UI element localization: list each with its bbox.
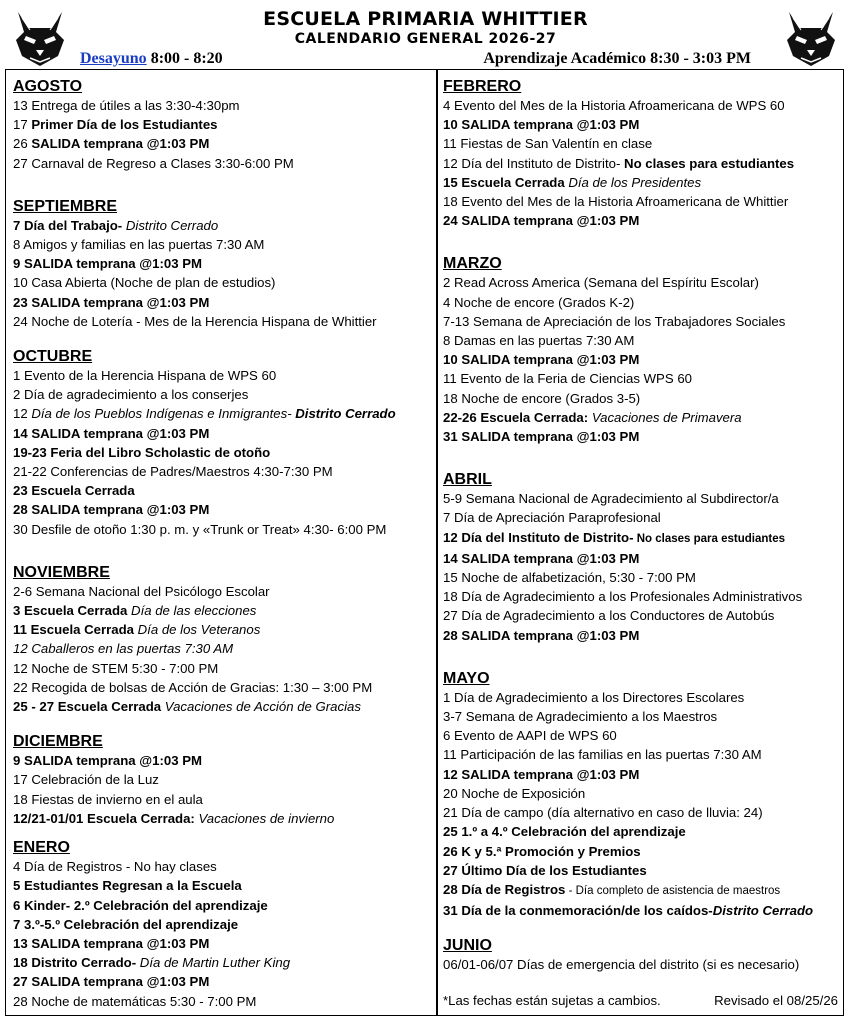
entry-bold-text: 27 Último Día de los Estudiantes [443,862,647,878]
entry-pre-text: 18 Noche de encore (Grados 3-5) [443,390,641,406]
calendar-entry [13,678,433,697]
page-header [0,0,851,70]
calendar-entry [443,822,843,841]
calendar-entry [13,992,433,1011]
entry-bold-text: 11 Escuela Cerrada [13,622,134,638]
calendar-entry [443,427,843,446]
breakfast-time: 8:00 - 8:20 [146,50,223,67]
calendar-entry [13,582,433,601]
entry-pre-text: 06/01-06/07 Días de emergencia del distrito (si es necesario) [443,957,800,973]
calendar-entry [443,134,843,153]
calendar-entry [13,96,433,115]
calendar-entry [443,606,843,625]
calendar-entry [443,96,843,115]
entry-bold-text: 24 SALIDA temprana @1:03 PM [443,213,640,229]
calendar-entry [443,508,843,527]
entry-italic-text: Vacaciones de Acción de Gracias [161,699,361,715]
calendar-entry [13,934,433,953]
calendar-entry [443,861,843,880]
calendar-entry [443,312,843,331]
entry-pre-text: 17 [13,117,32,133]
entry-bold-text: 31 SALIDA temprana @1:03 PM [443,429,640,445]
entry-bold-text: 13 SALIDA temprana @1:03 PM [13,935,210,951]
entry-bold-text: No clases para estudiantes [620,155,795,171]
entry-bold-text: 23 Escuela Cerrada [13,483,135,499]
month-list-octubre [13,366,433,539]
entry-bold-text: 22-26 Escuela Cerrada: [443,409,589,425]
calendar-entry [443,154,843,173]
entry-bold-text: 27 SALIDA temprana @1:03 PM [13,974,210,990]
entry-pre-text: 7 Día de Apreciación Paraprofesional [443,510,661,526]
calendar-entry [13,235,433,254]
entry-bold-text: 19-23 Feria del Libro Scholastic de otoño [13,444,271,460]
calendar-entry [443,726,843,745]
calendar-entry [443,901,843,920]
month-list-septiembre [13,216,433,331]
calendar-entry [13,216,433,235]
month-title-junio: JUNIO [443,937,492,955]
entry-pre-text: 4 Evento del Mes de la Historia Afroamericana de WPS 60 [443,98,785,113]
calendar-entry [13,462,433,481]
calendar-entry [13,659,433,678]
calendar-entry [13,254,433,273]
entry-bolditalic-text: Distrito Cerrado [712,903,814,919]
entry-pre-text: 15 Noche de alfabetización, 5:30 - 7:00 PM [443,570,696,586]
calendar-entry [443,688,843,707]
month-list-febrero [443,96,843,230]
calendar-entry [443,803,843,822]
calendar-entry [13,790,433,809]
calendar-entry [443,331,843,350]
calendar-entry [443,173,843,192]
entry-pre-text: 5-9 Semana Nacional de Agradecimiento al Subdirector/a [443,491,779,507]
entry-pre-text: 3-7 Semana de Agradecimiento a los Maestros [443,709,718,725]
calendar-entry [13,896,433,915]
academic-hours: Aprendizaje Académico 8:30 - 3:03 PM [483,50,751,67]
calendar-entry [13,115,433,134]
calendar-entry [443,273,843,292]
calendar-entry [13,312,433,331]
entry-pre-text: 20 Noche de Exposición [443,785,586,801]
calendar-entry [13,601,433,620]
entry-pre-text: 8 Amigos y familias en las puertas 7:30 AM [13,237,265,253]
entry-bold-text: 25 - 27 Escuela Cerrada [13,699,162,715]
entry-bold-text: 28 SALIDA temprana @1:03 PM [443,627,640,643]
entry-pre-text: 6 Evento de AAPI de WPS 60 [443,728,617,744]
month-title-mayo: MAYO [443,669,490,687]
entry-pre-text: 4 Noche de encore (Grados K-2) [443,294,635,310]
entry-bold-text: 12 Día del Instituto de Distrito- [443,529,634,545]
entry-bold-text: 31 Día de la conmemoración/de los caídos- [443,903,713,919]
entry-italic-text: Distrito Cerrado [122,217,219,233]
entry-bold-text: 9 SALIDA temprana @1:03 PM [13,256,202,272]
calendar-entry [443,115,843,134]
entry-bold-text: 15 Escuela Cerrada [443,174,565,190]
entry-pre-text: 21 Día de campo (día alternativo en caso de lluvia: 24) [443,805,763,821]
entry-pre-text: 22 Recogida de bolsas de Acción de Gracias: 1:30 – 3:00 PM [13,679,373,695]
calendar-entry [13,134,433,153]
entry-pre-text: 12 Día del Instituto de Distrito- [443,155,621,171]
entry-bold-text: 28 Día de Registros [443,881,566,897]
entry-pre-text: 4 Día de Registros - No hay clases [13,859,217,875]
calendar-entry [443,626,843,645]
calendar-entry [13,953,433,972]
entry-pre-text: 18 Evento del Mes de la Historia Afroamericana de Whittier [443,194,789,210]
entry-bold-text: 12/21-01/01 Escuela Cerrada: [13,810,195,826]
entry-pre-text: 27 Día de Agradecimiento a los Conductores de Autobús [443,608,775,624]
calendar-entry [13,385,433,404]
wolf-logo-icon [783,10,839,68]
entry-bold-text: 7 Día del Trabajo- [13,217,123,233]
calendar-entry [13,154,433,173]
entry-pre-text: 2 Read Across America (Semana del Espíritu Escolar) [443,275,759,291]
calendar-entry [443,192,843,211]
calendar-entry [13,876,433,895]
calendar-entry [13,273,433,292]
entry-pre-text: 2-6 Semana Nacional del Psicólogo Escolar [13,583,270,599]
calendar-entry [13,366,433,385]
entry-italic-text: 12 Caballeros en las puertas 7:30 AM [13,641,234,657]
calendar-entry [443,489,843,508]
entry-pre-text: 17 Celebración de la Luz [13,772,159,788]
month-title-noviembre: NOVIEMBRE [13,563,110,581]
entry-pre-text: 11 Fiestas de San Valentín en clase [443,136,653,152]
calendar-entry [443,880,843,901]
entry-bold-text: 3 Escuela Cerrada [13,603,128,619]
disclaimer-text: *Las fechas están sujetas a cambios. [443,992,661,1008]
entry-italic-text: Día de los Presidentes [564,174,702,190]
entry-bold-text: 23 SALIDA temprana @1:03 PM [13,294,210,310]
month-title-octubre: OCTUBRE [13,348,93,366]
entry-bold-text: 10 SALIDA temprana @1:03 PM [443,117,640,133]
calendar-entry [13,500,433,519]
entry-bold-text: Primer Día de los Estudiantes [31,117,218,133]
calendar-entry [13,915,433,934]
calendar-entry [13,404,433,423]
school-name: ESCUELA PRIMARIA WHITTIER [263,8,588,30]
column-divider [436,69,438,1016]
entry-bold-text: 5 Estudiantes Regresan a la Escuela [13,878,242,894]
calendar-entry [443,568,843,587]
calendar-entry [443,549,843,568]
entry-pre-text: 12 [13,406,32,422]
calendar-entry [443,707,843,726]
entry-bold-text: 7 3.º-5.º Celebración del aprendizaje [13,916,239,932]
calendar-entry [443,842,843,861]
entry-pre-text: 10 Casa Abierta (Noche de plan de estudios) [13,275,276,291]
entry-bold-text: 25 1.º a 4.º Celebración del aprendizaje [443,824,686,840]
month-list-abril [443,489,843,645]
calendar-entry [13,620,433,639]
entry-italic-text: Día de los Veteranos [133,622,261,638]
entry-pre-text: 13 Entrega de útiles a las 3:30-4:30pm [13,98,240,113]
month-title-diciembre: DICIEMBRE [13,733,103,751]
month-title-abril: ABRIL [443,471,492,489]
entry-pre-text: 11 Participación de las familias en las puertas 7:30 AM [443,747,762,763]
calendar-entry [13,520,433,539]
calendar-entry [13,770,433,789]
entry-italic-text: Día de las elecciones [127,603,257,619]
entry-bold-text: 18 Distrito Cerrado- [13,955,137,971]
entry-bold-text: 9 SALIDA temprana @1:03 PM [13,753,202,769]
calendar-entry [13,751,433,770]
calendar-entry [443,587,843,606]
entry-pre-text: 11 Evento de la Feria de Ciencias WPS 60 [443,371,692,387]
right-column [443,77,843,1010]
month-title-febrero: FEBRERO [443,78,522,95]
entry-bold-text: SALIDA temprana @1:03 PM [31,136,210,152]
calendar-entry [443,528,843,549]
entry-pre-text: 26 [13,136,32,152]
calendar-entry [443,784,843,803]
entry-pre-text: 18 Fiestas de invierno en el aula [13,791,203,807]
entry-bold-text: 6 Kinder- 2.º Celebración del aprendizaje [13,897,268,913]
month-list-noviembre [13,582,433,716]
entry-bold-text: 12 SALIDA temprana @1:03 PM [443,766,640,782]
entry-bold-text: 28 SALIDA temprana @1:03 PM [13,502,210,518]
entry-bold-text: 26 K y 5.ª Promoción y Premios [443,843,641,859]
entry-pre-text: 30 Desfile de otoño 1:30 p. m. y «Trunk or Treat» 4:30- 6:00 PM [13,521,387,537]
calendar-title: CALENDARIO GENERAL 2026-27 [294,31,557,47]
calendar-entry [443,955,843,974]
entry-pre-text: 12 Noche de STEM 5:30 - 7:00 PM [13,660,219,676]
month-title-enero: ENERO [13,839,70,857]
entry-boldsmall-text: No clases para estudiantes [633,532,785,545]
entry-bold-text: 14 SALIDA temprana @1:03 PM [443,550,640,566]
left-column [13,77,433,1011]
entry-pre-text: 21-22 Conferencias de Padres/Maestros 4:30-7:30 PM [13,464,333,480]
calendar-entry [443,765,843,784]
footer-note [443,991,838,1010]
entry-pre-text: 8 Damas en las puertas 7:30 AM [443,333,635,349]
entry-pre-text: 18 Día de Agradecimiento a los Profesionales Administrativos [443,589,803,605]
entry-pre-text: 28 Noche de matemáticas 5:30 - 7:00 PM [13,993,257,1009]
entry-pre-text: 24 Noche de Lotería - Mes de la Herencia Hispana de Whittier [13,313,377,329]
calendar-entry [13,443,433,462]
calendar-entry [443,211,843,230]
month-list-agosto [13,96,433,173]
month-list-junio [443,955,843,974]
entry-pre-text: 2 Día de agradecimiento a los conserjes [13,387,249,403]
calendar-entry [443,745,843,764]
calendar-entry [13,972,433,991]
calendar-entry [443,389,843,408]
entry-pre-text: 1 Día de Agradecimiento a los Directores Escolares [443,689,745,705]
calendar-entry [13,809,433,828]
entry-pre-text: 1 Evento de la Herencia Hispana de WPS 60 [13,368,277,384]
month-list-marzo [443,273,843,446]
month-list-diciembre [13,751,433,828]
calendar-entry [443,350,843,369]
entry-italic-text: Día de Martin Luther King [136,955,291,971]
calendar-entry [13,857,433,876]
entry-bold-text: 10 SALIDA temprana @1:03 PM [443,352,640,368]
revised-date: Revisado el 08/25/26 [714,992,838,1008]
entry-italic-text: Vacaciones de invierno [194,810,335,826]
entry-small-text: - Día completo de asistencia de maestros [565,884,781,897]
month-title-agosto: AGOSTO [13,78,83,95]
calendar-entry [443,369,843,388]
calendar-entry [13,697,433,716]
entry-bold-text: 14 SALIDA temprana @1:03 PM [13,425,210,441]
entry-italic-text: Vacaciones de Primavera [588,409,742,425]
calendar-entry [443,408,843,427]
calendar-entry [13,639,433,658]
month-list-enero [13,857,433,1011]
entry-italic-text: Día de los Pueblos Indígenas e Inmigrantes- [31,406,292,422]
month-title-marzo: MARZO [443,255,502,273]
month-title-septiembre: SEPTIEMBRE [13,197,118,215]
breakfast-link[interactable]: Desayuno [80,50,147,67]
entry-bolditalic-text: Distrito Cerrado [291,406,396,422]
breakfast-info [80,50,223,68]
calendar-entry [13,481,433,500]
month-list-mayo [443,688,843,920]
entry-pre-text: 27 Carnaval de Regreso a Clases 3:30-6:00 PM [13,155,294,171]
calendar-entry [443,293,843,312]
calendar-entry [13,293,433,312]
entry-pre-text: 7-13 Semana de Apreciación de los Trabajadores Sociales [443,313,786,329]
calendar-entry [13,424,433,443]
